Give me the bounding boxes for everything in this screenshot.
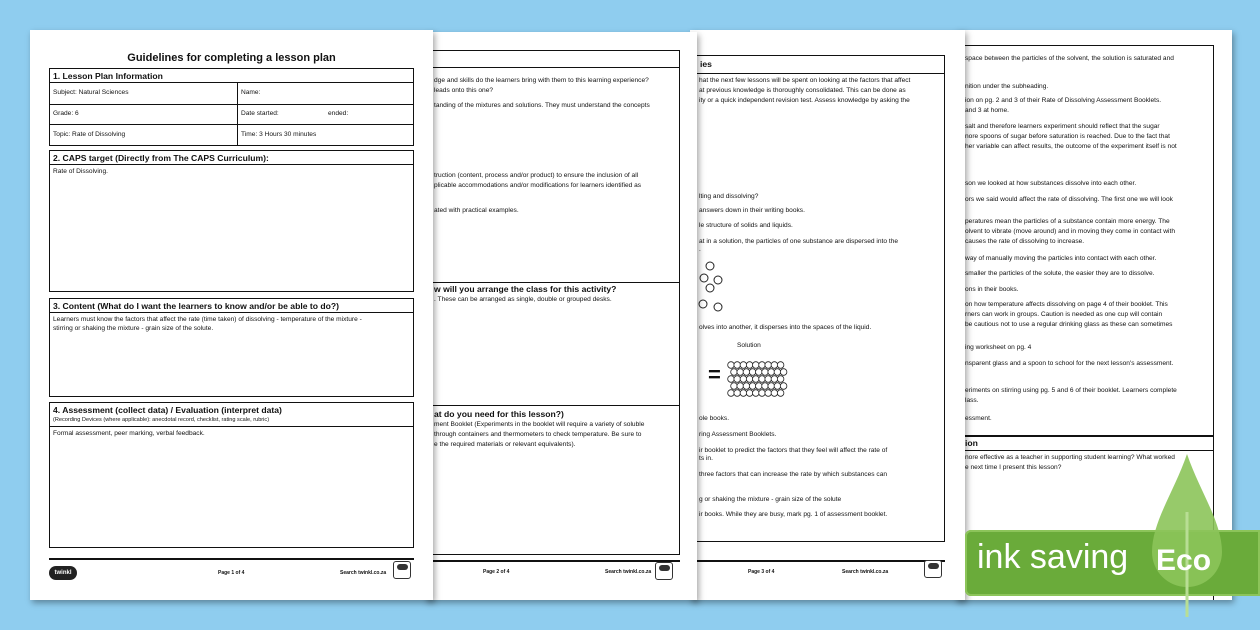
- text-line: answers down in their writing books.: [699, 207, 805, 214]
- text-line: and 3 at home.: [965, 107, 1009, 114]
- text-line: on how temperature affects dissolving on page 4 of their booklet. This: [965, 301, 1168, 308]
- equals-sign: =: [708, 362, 721, 387]
- ink-saving-label: ink saving: [977, 538, 1129, 576]
- text-line: le structure of solids and liquids.: [699, 222, 793, 229]
- text-line: ated with practical examples.: [434, 207, 519, 214]
- particle: [762, 383, 769, 390]
- particle: [734, 390, 741, 397]
- text-line: be cautious not to use a regular drinking glass as these can sometimes: [965, 321, 1173, 328]
- particle: [777, 390, 784, 397]
- particle: [777, 362, 784, 369]
- page-3: [690, 30, 965, 600]
- footer-search[interactable]: Search twinkl.co.za: [605, 569, 652, 575]
- text-line: lass.: [965, 397, 979, 404]
- text-line: smaller the particles of the solute, the easier they are to dissolve.: [965, 270, 1155, 277]
- text-line: plicable accommodations and/or modifications for learners identified as: [434, 182, 642, 189]
- text-line: truction (content, process and/or product) to ensure the inclusion of all: [434, 172, 639, 179]
- page-2: [425, 32, 697, 600]
- caps-target-heading: 2. CAPS target (Directly from The CAPS Curriculum):: [53, 153, 269, 163]
- page-title: Guidelines for completing a lesson plan: [127, 52, 336, 64]
- particle: [759, 362, 766, 369]
- text-line: at previous knowledge is thoroughly consolidated. This can be done as: [699, 87, 906, 94]
- eco-leaf-drop-icon: [1150, 452, 1224, 617]
- text-line: her variable can affect results, the outcome of the experiment itself is not: [965, 143, 1177, 150]
- particle: [743, 383, 750, 390]
- text-line: g or shaking the mixture - grain size of the solute: [699, 496, 842, 503]
- text-line: ts in.: [699, 455, 713, 462]
- particle: [780, 369, 787, 376]
- particle: [731, 383, 738, 390]
- text-line: tanding of the mixtures and solutions. They must understand the concepts: [434, 102, 650, 109]
- particle: [731, 369, 738, 376]
- particle: [728, 390, 735, 397]
- footer-page-number: Page 1 of 4: [218, 570, 245, 576]
- arrangement-body: . These can be arranged as single, double or grouped desks.: [434, 296, 612, 303]
- text-line: .: [699, 246, 701, 253]
- particle: [768, 369, 775, 376]
- particle: [780, 383, 787, 390]
- particle: [753, 362, 760, 369]
- particle: [737, 369, 744, 376]
- reflection-line: e next time I present this lesson?: [965, 464, 1062, 471]
- text-line: son we looked at how substances dissolve into each other.: [965, 180, 1137, 187]
- text-line: ir booklet to predict the factors that they feel will affect the rate of: [699, 447, 888, 454]
- text-line: nore spoons of sugar before saturation is reached. Due to the fact that: [965, 133, 1170, 140]
- particle: [746, 362, 753, 369]
- text-line: rners can work in groups. Caution is needed as one cup will contain: [965, 311, 1163, 318]
- particle: [762, 369, 769, 376]
- text-line: ons in their books.: [965, 286, 1019, 293]
- particle: [756, 369, 763, 376]
- particle: [765, 362, 772, 369]
- particle: [746, 390, 753, 397]
- particle: [777, 376, 784, 383]
- assessment-subheading: (Recording Devices (where applicable): anecdotal record, checklist, rating scale, rubric): [53, 417, 270, 423]
- particle: [728, 376, 735, 383]
- particle: [771, 376, 778, 383]
- content-heading: 3. Content (What do I want the learners to know and/or be able to do?): [53, 301, 339, 311]
- text-line: ors we said would affect the rate of dissolving. The first one we will look: [965, 196, 1173, 203]
- footer-search[interactable]: Search twinkl.co.za: [340, 570, 387, 576]
- footer-page-number: Page 2 of 4: [483, 569, 510, 575]
- particle: [759, 376, 766, 383]
- particle: [746, 376, 753, 383]
- particles-diagram: [698, 260, 738, 312]
- text-line: ole books.: [699, 415, 730, 422]
- text-line: causes the rate of dissolving to increase.: [965, 238, 1085, 245]
- particle: [759, 390, 766, 397]
- text-line: salt and therefore learners experiment should reflect that the sugar: [965, 123, 1160, 130]
- text-line: ing worksheet on pg. 4: [965, 344, 1032, 351]
- text-line: leads onto this one?: [434, 87, 494, 94]
- resources-line: ment Booklet (Experiments in the booklet will require a variety of soluble: [434, 421, 645, 428]
- grade-field: Grade: 6: [53, 110, 79, 117]
- particle: [740, 362, 747, 369]
- particle: [749, 383, 756, 390]
- particle: [771, 362, 778, 369]
- eco-label: Eco: [1156, 544, 1212, 577]
- particle: [740, 376, 747, 383]
- twinkl-badge-icon: [924, 560, 942, 578]
- particle: [734, 376, 741, 383]
- particle: [771, 390, 778, 397]
- particle: [753, 376, 760, 383]
- particle: [765, 376, 772, 383]
- date-ended-field[interactable]: ended:: [328, 110, 349, 117]
- date-started-field[interactable]: Date started:: [241, 110, 279, 117]
- particle: [774, 369, 781, 376]
- text-line: way of manually moving the particles into contact with each other.: [965, 255, 1157, 262]
- text-line: ion on pg. 2 and 3 of their Rate of Dissolving Assessment Booklets.: [965, 97, 1162, 104]
- twinkl-badge-icon: [393, 561, 411, 579]
- solution-particles-diagram: [726, 360, 788, 400]
- particle: [753, 390, 760, 397]
- text-line: dge and skills do the learners bring with them to this learning experience?: [434, 77, 649, 84]
- lesson-info-heading: 1. Lesson Plan Information: [53, 71, 163, 81]
- text-line: three factors that can increase the rate by which substances can: [699, 471, 888, 478]
- particle: [737, 383, 744, 390]
- twinkl-logo: twinkl: [49, 566, 77, 580]
- resources-line: e the required materials or relevant equivalents).: [434, 441, 576, 448]
- particle: [734, 362, 741, 369]
- text-line: nsparent glass and a spoon to school for the next lesson's assessment.: [965, 360, 1174, 367]
- assessment-heading: 4. Assessment (collect data) / Evaluation (interpret data): [53, 405, 282, 415]
- particle: [765, 390, 772, 397]
- time-field: Time: 3 Hours 30 minutes: [241, 131, 317, 138]
- particle: [728, 362, 735, 369]
- particle: [756, 383, 763, 390]
- text-line: space between the particles of the solvent, the solution is saturated and: [965, 55, 1174, 62]
- reflection-line: nore effective as a teacher in supporting student learning? What worked: [965, 454, 1175, 461]
- reflection-heading: ion: [965, 438, 978, 448]
- text-line: olves into another, it disperses into the spaces of the liquid.: [699, 324, 872, 331]
- resources-line: through containers and thermometers to check temperature. Be sure to: [434, 431, 642, 438]
- name-field[interactable]: Name:: [241, 89, 261, 96]
- subject-field: Subject: Natural Sciences: [53, 89, 129, 96]
- text-line: essment.: [965, 415, 992, 422]
- section-heading: ies: [700, 59, 712, 69]
- caps-target-body: Rate of Dissolving.: [53, 168, 108, 175]
- text-line: eriments on stirring using pg. 5 and 6 of their booklet. Learners complete: [965, 387, 1177, 394]
- footer-search[interactable]: Search twinkl.co.za: [842, 569, 889, 575]
- twinkl-badge-icon: [655, 562, 673, 580]
- content-line: stirring or shaking the mixture - grain size of the solute.: [53, 325, 214, 332]
- text-line: olvent to vibrate (move around) and in moving they come in contact with: [965, 228, 1176, 235]
- text-line: hat the next few lessons will be spent on looking at the factors that affect: [699, 77, 911, 84]
- particle: [740, 390, 747, 397]
- text-line: ir books. While they are busy, mark pg. 1 of assessment booklet.: [699, 511, 888, 518]
- particle: [749, 369, 756, 376]
- text-line: nition under the subheading.: [965, 83, 1049, 90]
- text-line: ity or a quick independent revision test. Assess knowledge by asking the: [699, 97, 910, 104]
- topic-field: Topic: Rate of Dissolving: [53, 131, 126, 138]
- resources-heading: at do you need for this lesson?): [434, 409, 564, 419]
- text-line: at in a solution, the particles of one substance are dispersed into the: [699, 238, 899, 245]
- text-line: lting and dissolving?: [699, 193, 759, 200]
- particle: [774, 383, 781, 390]
- particle: [768, 383, 775, 390]
- assessment-body: Formal assessment, peer marking, verbal feedback.: [53, 430, 205, 437]
- solution-label: Solution: [737, 342, 761, 349]
- page-1: [30, 30, 433, 600]
- arrangement-heading: w will you arrange the class for this activity?: [434, 284, 617, 294]
- footer-page-number: Page 3 of 4: [748, 569, 775, 575]
- particle: [743, 369, 750, 376]
- text-line: peratures mean the particles of a substance contain more energy. The: [965, 218, 1170, 225]
- content-line: Learners must know the factors that affect the rate (time taken) of dissolving - temperature of the mixture -: [53, 316, 362, 323]
- text-line: ring Assessment Booklets.: [699, 431, 777, 438]
